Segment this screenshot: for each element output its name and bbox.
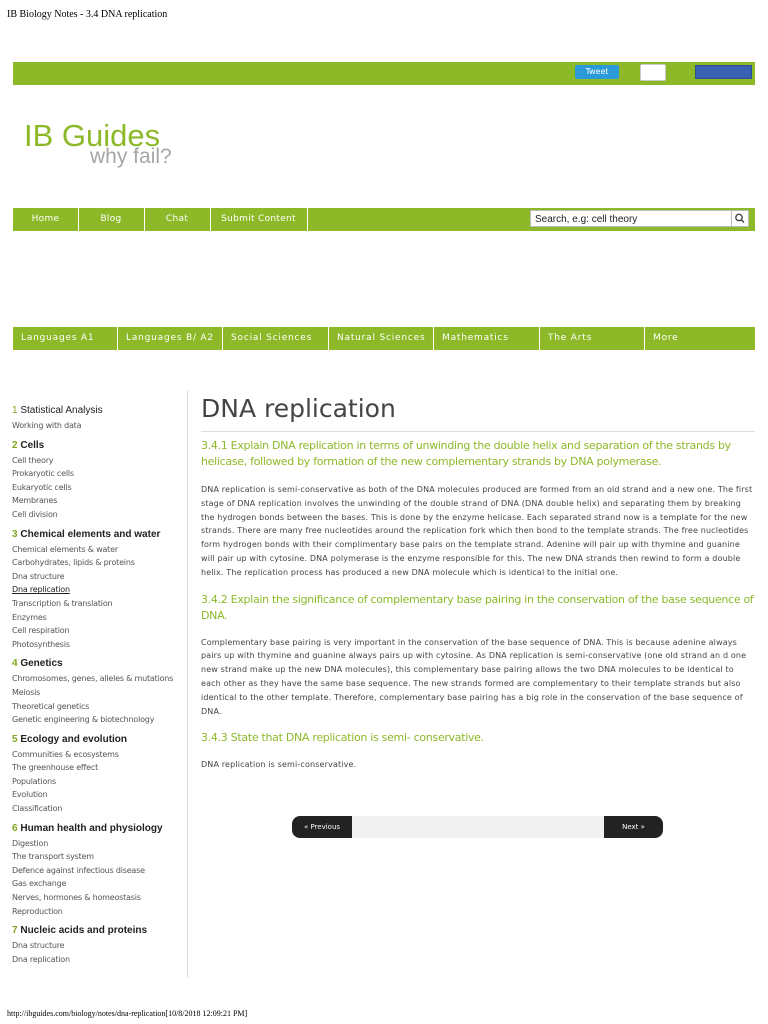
sidebar-link[interactable]: Cell theory — [12, 455, 54, 465]
sidebar-link[interactable]: Working with data — [12, 421, 82, 430]
nav-item-blog[interactable]: Blog — [78, 208, 145, 231]
subject-languages-a1[interactable]: Languages A1 — [13, 327, 118, 350]
sidebar-link[interactable]: Cell division — [12, 509, 58, 519]
sidebar-link-active[interactable]: Dna replication — [12, 585, 70, 595]
sidebar-link[interactable]: Prokaryotic cells — [12, 469, 74, 479]
subject-mathematics[interactable]: Mathematics — [434, 327, 540, 350]
site-logo[interactable]: IB Guides — [24, 118, 161, 153]
sidebar-link[interactable]: Meiosis — [12, 687, 41, 697]
paragraph-3-4-2: Complementary base pairing is very important in the conservation of the base sequence of DNA. This is because adenine always pairs up with thymine and guanine always pairs up with cytosine. As DNA replication is semi-conservative (one old strand an d one new strand make up the new DNA molecules), this complementary base pairing allows the two DNA molecules to be identical to each other as they have the same base sequence. The new strands formed are complementary to their template strands but also identical to the other template. Therefore, complementary base pairing has a big role in the conservation of the base sequence of DNA. — [201, 637, 747, 716]
sidebar-section-heading[interactable]: 7 Nucleic acids and proteins — [12, 925, 148, 937]
search-icon — [732, 211, 748, 226]
nav-item-home[interactable]: Home — [13, 208, 79, 231]
sidebar-link[interactable]: Populations — [12, 776, 56, 786]
site-tagline: why fail? — [90, 145, 172, 168]
subject-natural-sciences[interactable]: Natural Sciences — [329, 327, 434, 350]
sidebar-section-heading[interactable]: 3 Chemical elements and water — [12, 528, 161, 540]
sidebar-link[interactable]: Dna structure — [12, 941, 65, 951]
print-page-url: http://ibguides.com/biology/notes/dna-replication[10/8/2018 12:09:21 PM] — [7, 1009, 248, 1018]
sidebar-link[interactable]: Theoretical genetics — [12, 701, 90, 711]
sidebar-link[interactable]: Chemical elements & water — [12, 544, 118, 554]
content-divider — [187, 391, 188, 977]
main-content — [201, 394, 755, 772]
social-share-button[interactable] — [640, 64, 666, 81]
nav-item-chat[interactable]: Chat — [144, 208, 211, 231]
pager — [292, 816, 663, 838]
sidebar-link[interactable]: Digestion — [12, 838, 49, 848]
subject-more[interactable]: More — [653, 333, 679, 343]
paragraph-3-4-3: DNA replication is semi-conservative. — [201, 760, 357, 770]
search-input[interactable]: Search, e.g: cell theory — [530, 210, 749, 227]
print-page-title: IB Biology Notes - 3.4 DNA replication — [7, 9, 168, 20]
sidebar-link[interactable]: Dna structure — [12, 571, 65, 581]
sidebar-link[interactable]: Eukaryotic cells — [12, 482, 72, 492]
objective-heading-3-4-1: 3.4.1 Explain DNA replication in terms of unwinding the double helix and separation of the strands by helicase, followed by formation of the new complementary strands by DNA polymerase. — [201, 439, 731, 468]
nav-item-submit-content[interactable]: Submit Content — [210, 208, 308, 231]
sidebar-link[interactable]: Photosynthesis — [12, 639, 70, 649]
sidebar-link[interactable]: Dna replication — [12, 954, 70, 964]
page-title: DNA replication — [201, 394, 396, 423]
sidebar-link[interactable]: The greenhouse effect — [12, 763, 99, 773]
sidebar-link[interactable]: Communities & ecosystems — [12, 749, 119, 759]
sidebar-section-heading[interactable]: 6 Human health and physiology — [12, 822, 163, 834]
subject-social-sciences[interactable]: Social Sciences — [223, 327, 329, 350]
sidebar-link[interactable]: Carbohydrates, lipids & proteins — [12, 558, 135, 568]
sidebar-link[interactable]: Reproduction — [12, 906, 63, 916]
tweet-button[interactable]: Tweet — [575, 65, 619, 79]
pager-track — [352, 816, 604, 838]
subjects-nav — [13, 327, 755, 350]
main-nav — [13, 208, 755, 231]
sidebar-section-heading[interactable]: 1 Statistical Analysis — [12, 405, 103, 416]
search-button[interactable] — [731, 210, 749, 227]
paragraph-3-4-1: DNA replication is semi-conservative as both of the DNA molecules produced are formed from an old strand and a new one. The first stage of DNA replication involves the unwinding of the double strand of DNA (DNA double helix) and separating them by breaking the hydrogen bonds between the bases. This is done by the enzyme helicase. Each separated strand now is a template for the new strands. There are many free nucleotides around the replication fork which then bond to the template strands. The free nucleotides form hydrogen bonds with their complimentary base pairs on the template strand. Adenine will pair up with thymine and guanine will pair up with cytosine. DNA polymerase is the enzyme responsible for this. The new DNA strands then rewind to form a double helix. The replication process has produced a new DNA molecule which is identical to the initial one. — [201, 485, 753, 577]
sidebar-section-heading[interactable]: 4 Genetics — [12, 658, 63, 670]
sidebar-link[interactable]: Transcription & translation — [12, 598, 113, 608]
objective-heading-3-4-2: 3.4.2 Explain the significance of complementary base pairing in the conservation of the base sequence of DNA. — [201, 592, 754, 622]
sidebar-link[interactable]: Membranes — [12, 496, 58, 506]
next-button[interactable]: Next » — [604, 816, 663, 838]
sidebar-link[interactable]: The transport system — [12, 852, 94, 862]
sidebar-link[interactable]: Gas exchange — [12, 879, 67, 889]
sidebar-link[interactable]: Chromosomes, genes, alleles & mutations — [12, 674, 174, 684]
sidebar-section-heading[interactable]: 2 Cells — [12, 439, 45, 451]
sidebar-link[interactable]: Enzymes — [12, 612, 47, 622]
sidebar-link[interactable]: Defence against infectious disease — [12, 865, 145, 875]
title-divider — [201, 431, 755, 432]
sidebar-link[interactable]: Genetic engineering & biotechnology — [12, 715, 155, 725]
facebook-like-button[interactable] — [695, 65, 752, 79]
sidebar-link[interactable]: Evolution — [12, 790, 48, 800]
sidebar-link[interactable]: Nerves, hormones & homeostasis — [12, 893, 141, 903]
sidebar-link[interactable]: Classification — [12, 804, 63, 814]
sidebar-section-heading[interactable]: 5 Ecology and evolution — [12, 733, 128, 745]
subject-languages-b-a2[interactable]: Languages B/ A2 — [118, 327, 223, 350]
sidebar — [12, 398, 184, 966]
subject-the-arts[interactable]: The Arts — [540, 327, 645, 350]
previous-button[interactable]: « Previous — [292, 816, 352, 838]
objective-heading-3-4-3: 3.4.3 State that DNA replication is semi- conservative. — [201, 731, 484, 745]
sidebar-link[interactable]: Cell respiration — [12, 626, 70, 636]
